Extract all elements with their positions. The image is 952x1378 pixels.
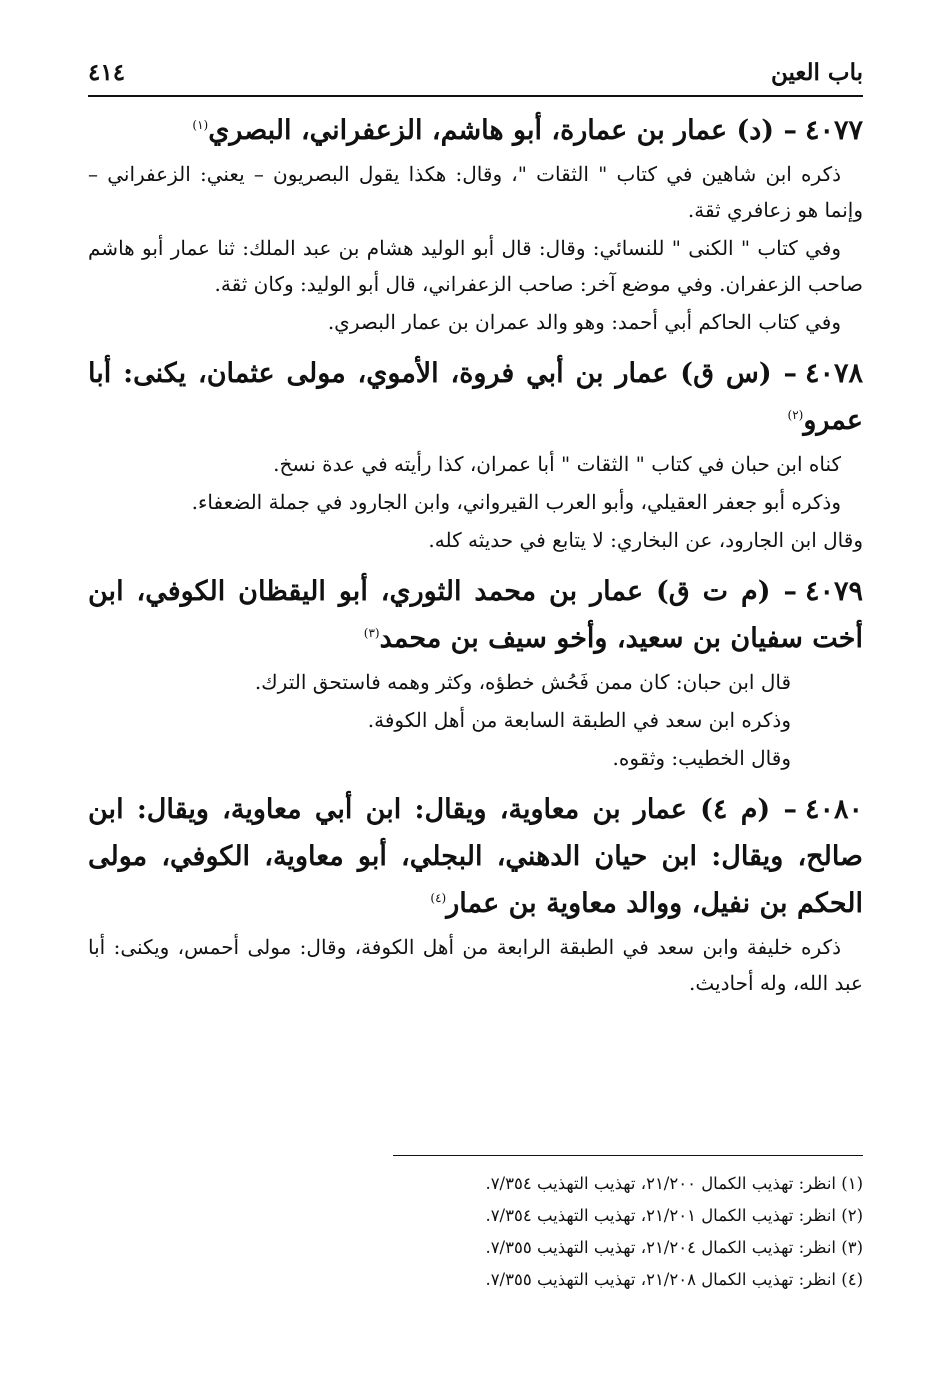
footnote-2: (٢) انظر: تهذيب الكمال ٢١/٢٠١، تهذيب التهذيب ٧/٣٥٤. <box>485 1206 863 1225</box>
paragraph: ذكره ابن شاهين في كتاب " الثقات "، وقال: هكذا يقول البصريون – يعني: الزعفراني – وإنما هو زعافري ثقة. <box>88 162 863 222</box>
entry-number: ٤٠٧٨ <box>804 358 863 389</box>
entry-4077 <box>88 107 863 340</box>
entry-title: – (م ت ق) عمار بن محمد الثوري، أبو اليقظان الكوفي، ابن أخت سفيان بن سعيد، وأخو سيف بن محمد <box>88 576 863 654</box>
footnote-ref: (٣) <box>363 626 380 640</box>
page-number: ٤١٤ <box>88 59 126 86</box>
entry-number: ٤٠٨٠ <box>804 794 863 825</box>
footnote-ref: (٤) <box>430 891 447 905</box>
entry-title: – (د) عمار بن عمارة، أبو هاشم، الزعفراني، البصري <box>208 115 797 146</box>
paragraph: وفي كتاب الحاكم أبي أحمد: وهو والد عمران بن عمار البصري. <box>327 310 841 334</box>
footnote-1: (١) انظر: تهذيب الكمال ٢١/٢٠٠، تهذيب التهذيب ٧/٣٥٤. <box>485 1174 863 1193</box>
footnote-divider <box>393 1155 863 1156</box>
paragraph: وذكره ابن سعد في الطبقة السابعة من أهل الكوفة. <box>367 708 791 732</box>
entry-title: – (س ق) عمار بن أبي فروة، الأموي، مولى عثمان، يكنى: أبا عمرو <box>88 358 863 436</box>
entry-title: – (م ٤) عمار بن معاوية، ويقال: ابن أبي معاوية، ويقال: ابن صالح، ويقال: ابن حيان الدهني، البجلي، أبو معاوية، الكوفي، مولى الحكم بن نفيل، ووالد معاوية بن عمار <box>88 794 863 919</box>
paragraph: قال ابن حبان: كان ممن فَحُش خطؤه، وكثر وهمه فاستحق الترك. <box>254 670 791 694</box>
entry-number: ٤٠٧٩ <box>804 576 863 607</box>
paragraph: ذكره خليفة وابن سعد في الطبقة الرابعة من أهل الكوفة، وقال: مولى أحمس، ويكنى: أبا عبد الله، وله أحاديث. <box>88 935 863 995</box>
entry-heading <box>88 350 863 444</box>
chapter-title: باب العين <box>770 59 863 86</box>
entry-heading <box>88 568 863 662</box>
footnote-4: (٤) انظر: تهذيب الكمال ٢١/٢٠٨، تهذيب التهذيب ٧/٣٥٥. <box>485 1270 863 1289</box>
footnotes <box>88 1168 863 1296</box>
paragraph: كناه ابن حبان في كتاب " الثقات " أبا عمران، كذا رأيته في عدة نسخ. <box>273 452 841 476</box>
entry-4079 <box>88 568 863 776</box>
entry-4078 <box>88 350 863 558</box>
entry-4080 <box>88 786 863 1001</box>
entry-heading <box>88 786 863 927</box>
paragraph: وقال ابن الجارود، عن البخاري: لا يتابع في حديثه كله. <box>428 528 863 552</box>
page-header <box>88 55 863 97</box>
page <box>88 55 863 1289</box>
footnote-3: (٣) انظر: تهذيب الكمال ٢١/٢٠٤، تهذيب التهذيب ٧/٣٥٥. <box>485 1238 863 1257</box>
entry-number: ٤٠٧٧ <box>804 115 863 146</box>
paragraph: وفي كتاب " الكنى " للنسائي: وقال: قال أبو الوليد هشام بن عبد الملك: ثنا عمار أبو هاشم صاحب الزعفران. وفي موضع آخر: صاحب الزعفراني، قال أبو الوليد: وكان ثقة. <box>88 236 863 296</box>
footnote-ref: (١) <box>192 118 209 132</box>
entry-heading <box>88 107 863 154</box>
footnote-ref: (٢) <box>787 408 804 422</box>
paragraph: وذكره أبو جعفر العقيلي، وأبو العرب القيرواني، وابن الجارود في جملة الضعفاء. <box>191 490 841 514</box>
paragraph: وقال الخطيب: وثقوه. <box>612 746 791 770</box>
